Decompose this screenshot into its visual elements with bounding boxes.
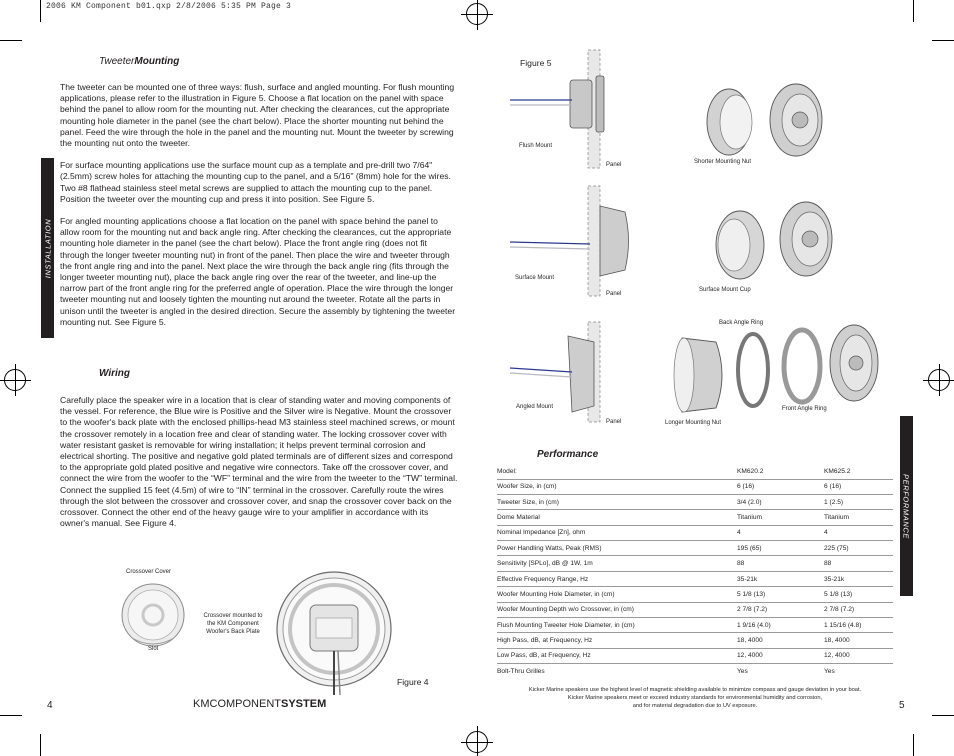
brand-wordmark [193, 698, 326, 710]
crop-mark [40, 734, 41, 756]
tweeter-paragraph: The tweeter can be mounted one of three ways: flush, surface and angled mounting. For flush mounting applications, please refer to the illustration in Figure 5. Choose a flat location on the panel with space behind the panel to allow room for the mounting nut. After checking the clearances, cut the appropriate mounting hole diameter in the panel (see the chart below). Place the shorter mounting nut behind the panel. Feed the wire through the hole in the panel and the mounting nut. Mount the tweeter by screwing the mounting nut onto the tweeter. [60, 82, 455, 149]
surface-tweeter-illustration [770, 198, 840, 280]
table-cell: 88 [824, 556, 893, 571]
table-cell: 6 (16) [737, 479, 824, 494]
table-cell: Low Pass, dB, at Frequency, Hz [497, 648, 737, 663]
panel-caption-3: Panel [606, 419, 622, 425]
surface-mount-caption: Surface Mount [515, 275, 555, 281]
caption-line: the KM Component [207, 621, 259, 627]
table-cell: Woofer Mounting Depth w/o Crossover, in (cm) [497, 602, 737, 617]
table-row [497, 541, 893, 556]
table-cell: Dome Material [497, 510, 737, 525]
crossover-mounted-caption [196, 612, 270, 636]
table-cell: 12, 4000 [737, 648, 824, 663]
table-cell: 35-21k [824, 571, 893, 586]
shorter-nut-caption: Shorter Mounting Nut [694, 159, 752, 165]
table-cell: Yes [824, 664, 893, 679]
shorter-nut-illustration [694, 86, 764, 158]
table-row [497, 510, 893, 525]
table-cell: 35-21k [737, 571, 824, 586]
table-cell: Woofer Mounting Hole Diameter, in (cm) [497, 587, 737, 602]
table-row [497, 494, 893, 509]
table-cell: 88 [737, 556, 824, 571]
table-row [497, 479, 893, 494]
installation-side-tab [41, 158, 54, 338]
table-cell: 195 (65) [737, 541, 824, 556]
table-cell: 1 9/16 (4.0) [737, 618, 824, 633]
table-cell: Bolt-Thru Grilles [497, 664, 737, 679]
panel-caption-1: Panel [606, 162, 622, 168]
heading-bold: Mounting [134, 56, 180, 67]
table-row [497, 618, 893, 633]
heading-light: Tweeter [99, 56, 135, 67]
performance-table [497, 465, 893, 679]
surface-mount-illustration [510, 186, 635, 301]
flush-mount-caption: Flush Mount [519, 143, 553, 149]
crossover-cover-illustration [118, 580, 188, 650]
table-cell: 4 [824, 525, 893, 540]
table-cell: 2 7/8 (7.2) [737, 602, 824, 617]
performance-footnote [497, 686, 893, 710]
table-cell: 18, 4000 [824, 633, 893, 648]
crop-mark [913, 734, 914, 756]
table-row [497, 664, 893, 679]
crop-mark [0, 715, 22, 716]
table-cell: Sensitivity [SPLo], dB @ 1W, 1m [497, 556, 737, 571]
figure4-label: Figure 4 [397, 677, 429, 687]
flush-tweeter-illustration [760, 80, 832, 160]
table-row [497, 648, 893, 663]
tweeter-mounting-heading [99, 56, 179, 67]
crop-mark [932, 40, 954, 41]
table-cell: Yes [737, 664, 824, 679]
panel-caption-2: Panel [606, 291, 622, 297]
front-angle-ring-illustration [778, 326, 826, 406]
angled-mount-caption: Angled Mount [516, 404, 554, 410]
crop-mark [913, 0, 914, 22]
surface-mount-cup-illustration [700, 206, 770, 284]
printer-slug: 2006 KM Component b01.qxp 2/8/2006 5:35 PM Page 3 [46, 2, 292, 11]
tweeter-paragraph: For surface mounting applications use the surface mount cup as a template and pre-drill two 7/64" (2.5mm) screw holes for attaching the mounting cup to the panel, and a 5/16" (8mm) hole for the wires. Two #8 flathead stainless steel metal screws are supplied to attach the mounting cup to the panel. Position the tweeter over the mounting cup and press it into position. See Figure 5. [60, 160, 451, 204]
table-cell: 225 (75) [824, 541, 893, 556]
flush-mount-illustration [510, 50, 610, 170]
crop-mark [0, 40, 22, 41]
table-row [497, 525, 893, 540]
table-row [497, 633, 893, 648]
tweeter-mounting-text [60, 82, 458, 339]
brand-system: SYSTEM [281, 698, 327, 710]
front-angle-ring-caption: Front Angle Ring [782, 406, 827, 412]
footnote-line: and for material degradation due to UV exposure. [632, 703, 758, 709]
registration-mark-right [928, 369, 950, 391]
table-cell: Woofer Size, in (cm) [497, 479, 737, 494]
table-cell: 18, 4000 [737, 633, 824, 648]
table-cell: 5 1/8 (13) [737, 587, 824, 602]
table-cell: Tweeter Size, in (cm) [497, 494, 737, 509]
crop-mark [40, 0, 41, 22]
table-cell: Power Handling Watts, Peak (RMS) [497, 541, 737, 556]
page-number-left: 4 [47, 700, 53, 711]
back-angle-ring-illustration [732, 330, 774, 410]
brand-km: KM [193, 698, 210, 710]
woofer-back-plate-illustration [276, 563, 396, 698]
side-tab-label: PERFORMANCE [901, 474, 911, 539]
registration-mark-bottom [466, 731, 488, 753]
wiring-heading: Wiring [99, 368, 131, 379]
header-cell: KM625.2 [824, 468, 851, 476]
longer-nut-illustration [668, 332, 734, 418]
longer-nut-caption: Longer Mounting Nut [665, 420, 722, 426]
surface-mount-cup-caption: Surface Mount Cup [699, 287, 751, 293]
wiring-text: Carefully place the speaker wire in a location that is clear of standing water and moving components of the vessel. For reference, the Blue wire is Positive and the Silver wire is Negative. Mount the crossover to the woofer's back plate with the enclosed phillips-head M3 stainless steel machined screws, or mount the crossover remotely in a location free and clear of standing water. The locking crossover cover with water resistant gasket is removable for wiring installation; it helps prevent terminal corrosion and electrical shorting. The positive and negative gold plated terminals are of different sizes and correspond to the appropriate gold plated positive and negative wire connectors. Take off the crossover cover, and connect the wire from the woofer to the “WF” terminal and the wire from the tweeter to the “TW” terminal. Connect the supplied 15 feet (4.5m) of wire to “IN” terminal in the crossover. Carefully route the wires through the slot between the crossover and crossover cover, and snap the crossover cover back on the crossover. Connect the other end of the heavy gauge wire to your amplifier in accordance with its owner's manual. See Figure 4. [60, 395, 458, 529]
caption-line: Woofer's Back Plate [206, 629, 260, 635]
tweeter-paragraph: For angled mounting applications choose a flat location on the panel with space behind the panel to allow room for the mounting nut and back angle ring. After checking the clearances, cut the appropriate mounting hole diameter in the panel (see the chart below). Place the front angle ring (does not fit through the longer tweeter mounting nut) in front of the panel. Then place the wire and tweeter through the front angle ring and into the panel. Next place the wire through the back angle ring (fits through the longer tweeter mounting nut), place the back angle ring over the rear of the tweeter, and line-up the narrow part of the front angle ring for the preferred angle of operation. Place the wire through the longer tweeter mounting nut and loosely tighten the mounting nut around the tweeter. Rotate all the parts in unison until the tweeter is angled in the desired direction. Secure the assembly by tightening the tweeter mounting nut. See Figure 5. [60, 216, 456, 327]
slot-caption: Slot [148, 646, 159, 652]
table-cell: 4 [737, 525, 824, 540]
table-cell: 3/4 (2.0) [737, 494, 824, 509]
table-cell: 6 (16) [824, 479, 893, 494]
crossover-cover-caption: Crossover Cover [126, 569, 172, 575]
page-number-right: 5 [899, 700, 905, 711]
table-row [497, 587, 893, 602]
table-row [497, 602, 893, 617]
table-cell: 1 15/16 (4.8) [824, 618, 893, 633]
footnote-line: Kicker Marine speakers meet or exceed industry standards for environmental humidity and corrosion, [567, 695, 823, 701]
angled-tweeter-illustration [822, 320, 884, 406]
figure5-label: Figure 5 [520, 58, 552, 68]
performance-side-tab [900, 416, 913, 596]
footnote-line: Kicker Marine speakers use the highest level of magnetic shielding available to minimize compass and gauge deviation in your boat. [528, 687, 862, 693]
table-cell: Flush Mounting Tweeter Hole Diameter, in (cm) [497, 618, 737, 633]
performance-heading: Performance [537, 449, 599, 460]
table-cell: Effective Frequency Range, Hz [497, 571, 737, 586]
brand-component: COMPONENT [209, 698, 281, 710]
side-tab-label: INSTALLATION [43, 218, 53, 279]
back-angle-ring-caption: Back Angle Ring [719, 320, 764, 326]
table-header-row [497, 465, 893, 479]
table-cell: Nominal Impedance [Zn], ohm [497, 525, 737, 540]
table-cell: Titanium [824, 510, 893, 525]
table-row [497, 571, 893, 586]
table-cell: High Pass, dB, at Frequency, Hz [497, 633, 737, 648]
table-cell: 5 1/8 (13) [824, 587, 893, 602]
table-cell: 1 (2.5) [824, 494, 893, 509]
registration-mark-top [466, 3, 488, 25]
crop-mark [932, 715, 954, 716]
table-cell: 12, 4000 [824, 648, 893, 663]
angled-mount-illustration [510, 322, 625, 427]
table-row [497, 556, 893, 571]
header-cell: KM620.2 [737, 468, 764, 476]
table-cell: Titanium [737, 510, 824, 525]
registration-mark-left [4, 369, 26, 391]
header-cell: Model: [497, 468, 517, 476]
table-cell: 2 7/8 (7.2) [824, 602, 893, 617]
caption-line: Crossover mounted to [203, 613, 263, 619]
